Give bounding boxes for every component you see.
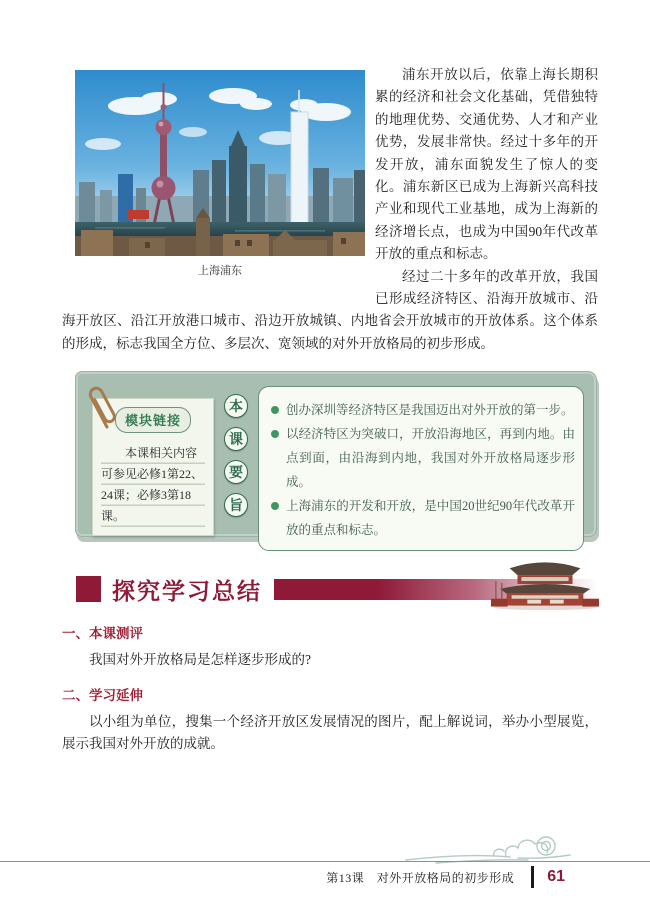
key-points-panel bbox=[75, 371, 597, 537]
title-char-yao: 要 bbox=[224, 460, 248, 484]
bullet-dot-icon bbox=[271, 406, 279, 414]
banner-title: 探究学习总结 bbox=[112, 577, 262, 604]
module-link-card bbox=[92, 398, 214, 536]
photo-caption: 上海浦东 bbox=[198, 265, 242, 277]
title-char-zhi: 旨 bbox=[224, 493, 248, 517]
keypoint-item bbox=[271, 422, 575, 494]
keypoint-item bbox=[271, 398, 575, 422]
keypoint-text: 创办深圳等经济特区是我国迈出对外开放的第一步。 bbox=[286, 403, 574, 418]
section-body-extension: 以小组为单位，搜集一个经济开放区发展情况的图片，配上解说词，举办小型展览，展示我国对外开放的成就。 bbox=[62, 714, 598, 752]
keypoint-text: 以经济特区为突破口，开放沿海地区，再到内地。由点到面，由沿海到内地，我国对外开放格局逐步形成。 bbox=[286, 427, 575, 490]
title-char-ben: 本 bbox=[224, 394, 248, 418]
module-link-badge: 模块链接 bbox=[115, 407, 191, 433]
photo-block bbox=[75, 70, 365, 280]
section-heading-assessment: 一、本课测评 bbox=[62, 626, 143, 642]
paragraph-open-system: 经过二十多年的改革开放，我国已形成经济特区、沿海开放城市、沿海开放区、沿江开放港口城市、沿边开放城镇、内地省会开放城市的开放体系。这个体系的形成，标志我国全方位、多层次、宽领域的对外开放格局的初步形成。 bbox=[62, 268, 598, 351]
section-body-assessment: 我国对外开放格局是怎样逐步形成的? bbox=[89, 652, 311, 668]
footer-lesson-title: 第13课 对外开放格局的初步形成 bbox=[326, 870, 515, 885]
page-number: 61 bbox=[547, 868, 565, 885]
bullet-dot-icon bbox=[271, 430, 279, 438]
keypoint-text: 上海浦东的开发和开放，是中国20世纪90年代改革开放的重点和标志。 bbox=[286, 499, 575, 538]
banner-square bbox=[76, 576, 101, 602]
page-content bbox=[62, 64, 598, 755]
key-points-title bbox=[214, 386, 258, 517]
section-heading-extension: 二、学习延伸 bbox=[62, 688, 143, 704]
footer bbox=[326, 866, 565, 888]
pudong-skyline-photo bbox=[75, 70, 365, 256]
paragraph-pudong: 浦东开放以后，依靠上海长期积累的经济和社会文化基础，凭借独特的地理优势、交通优势、人才和产业优势，发展非常快。经过十多年的开发开放，浦东面貌发生了惊人的变化。浦东新区已成为上海新兴高科技产业和现代工业基地，成为上海新的经济增长点，也成为中国90年代改革开放的重点和标志。 bbox=[375, 67, 598, 262]
footer-rule bbox=[0, 861, 650, 862]
module-link-note: 本课相关内容可参见必修1第22、24课；必修3第18课。 bbox=[101, 443, 205, 527]
tiananmen-image bbox=[488, 553, 602, 611]
keypoint-item bbox=[271, 494, 575, 542]
bullet-dot-icon bbox=[271, 502, 279, 510]
title-char-ke: 课 bbox=[224, 427, 248, 451]
summary-banner bbox=[76, 575, 598, 603]
key-points-list bbox=[258, 386, 584, 551]
footer-divider bbox=[531, 866, 534, 888]
